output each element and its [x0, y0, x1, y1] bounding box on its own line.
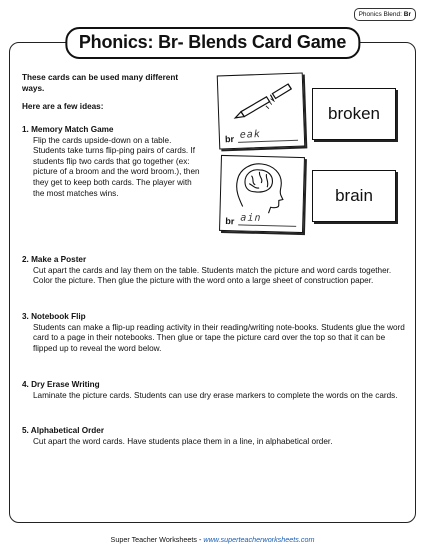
tag-label: Phonics Blend: [358, 11, 402, 18]
idea-item-2 [22, 255, 407, 287]
idea-body: Laminate the picture cards. Students can use dry erase markers to complete the words on the cards. [33, 390, 398, 400]
picture-card-brain [219, 155, 305, 233]
broken-pencil-icon [226, 78, 297, 124]
write-line [238, 224, 296, 227]
ideas-heading: Here are a few ideas: [22, 102, 104, 111]
card-handwriting: eak [239, 129, 262, 141]
word-card-broken: broken [312, 88, 396, 140]
idea-heading: 2. Make a Poster [22, 255, 87, 264]
picture-card-broken [217, 73, 306, 150]
idea-heading: 1. Memory Match Game [22, 125, 114, 134]
page-title: Phonics: Br- Blends Card Game [65, 27, 360, 59]
idea-heading: 5. Alphabetical Order [22, 426, 105, 435]
idea-heading: 3. Notebook Flip [22, 312, 86, 321]
idea-item-5 [22, 426, 407, 447]
idea-item-4 [22, 380, 407, 401]
card-prefix: br [224, 133, 235, 145]
brain-head-icon [228, 158, 289, 216]
idea-item-3 [22, 312, 407, 354]
idea-body: Cut apart the word cards. Have students place them in a line, in alphabetical order. [33, 436, 333, 446]
intro-text: These cards can be used many different ways. [22, 73, 179, 93]
footer-link[interactable]: www.superteacherworksheets.com [203, 535, 315, 544]
idea-body: Students can make a flip-up reading activity in their reading/writing note-books. Students glue the word card to a page in their notebooks. Then glue or tape the picture card over the top so that it can be flipped up to reveal the word below. [33, 322, 405, 353]
phonics-blend-tag [354, 8, 416, 21]
card-prefix: br [225, 216, 235, 227]
idea-body: Flip the cards upside-down on a table. Students take turns flip-ping pairs of cards. If students flip two cards that go together (ex: picture of a broom and the word broom.), then they get to keep both cards. The player with the most matches wins. [33, 135, 200, 198]
tag-value: Br [403, 11, 411, 18]
card-handwriting: ain [240, 212, 262, 224]
footer-text: Super Teacher Worksheets - [110, 535, 204, 544]
idea-body: Cut apart the cards and lay them on the table. Students match the picture and word cards together. Color the picture. Then glue the picture with the word onto a large sheet of construction paper. [33, 265, 392, 286]
word-card-brain: brain [312, 170, 396, 222]
idea-heading: 4. Dry Erase Writing [22, 380, 100, 389]
idea-item-1 [22, 125, 202, 199]
footer [0, 535, 425, 544]
sample-cards [214, 70, 400, 238]
